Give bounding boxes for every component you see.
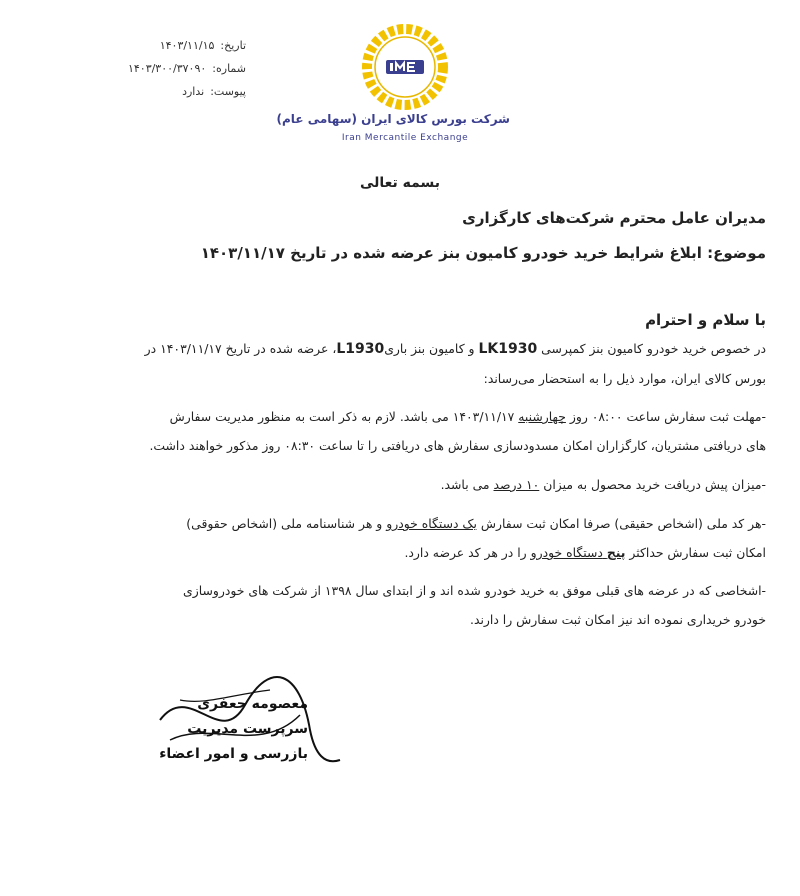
item1-day: چهارشنبه (518, 409, 566, 424)
letter-meta (96, 34, 246, 103)
subject-line: موضوع: ابلاغ شرایط خرید خودرو کامیون بنز عرضه شده در تاریخ ۱۴۰۳/۱۱/۱۷ (200, 244, 766, 262)
signer-name: معصومه جعفری (197, 696, 308, 712)
item4-line-1: -اشخاصی که در عرضه های قبلی موفق به خرید خودرو شده اند و از ابتدای سال ۱۳۹۸ از شرکت های خودروسازی (183, 583, 766, 598)
condition-item-3 (90, 509, 766, 567)
model-l1930: L1930 (336, 341, 385, 357)
item2-percent: ۱۰ درصد (493, 477, 540, 492)
item1-line-2: های دریافتی مشتریان، کارگزاران امکان مسدودسازی سفارش های دریافتی را تا ساعت ۰۸:۳۰ روز مذکور خواهند داشت. (149, 438, 766, 453)
date-label: تاریخ: (220, 39, 246, 52)
signer-block (158, 692, 308, 767)
item3-text-c: امکان ثبت سفارش حداکثر (629, 545, 766, 560)
condition-item-4 (90, 576, 766, 634)
intro-paragraph (90, 334, 766, 393)
intro-line-1 (90, 334, 766, 364)
attachment-value: ندارد (182, 85, 205, 98)
signer-title-2: بازرسی و امور اعضاء (159, 746, 308, 762)
intro-line-2: بورس کالای ایران، موارد ذیل را به استحضار می‌رساند: (483, 371, 766, 386)
condition-item-2 (90, 470, 766, 499)
item3-five-rest: دستگاه خودرو (530, 545, 603, 560)
number-label: شماره: (212, 62, 246, 75)
signer-title-1: سرپرست مدیریت (187, 721, 308, 737)
item3-five-vehicles (531, 545, 626, 560)
intro-text-c: ، عرضه شده در تاریخ ۱۴۰۳/۱۱/۱۷ در (144, 341, 337, 356)
model-lk1930: LK1930 (478, 341, 538, 357)
greeting: با سلام و احترام (645, 311, 766, 329)
item2-line-1 (90, 470, 766, 499)
condition-item-1 (90, 402, 766, 460)
attachment-row (96, 80, 246, 103)
item1-text-a: -مهلت ثبت سفارش ساعت ۰۸:۰۰ روز (569, 409, 766, 424)
item2-text-b: می باشد. (440, 477, 490, 492)
ime-logo-icon (360, 22, 450, 112)
item3-line-2 (90, 538, 766, 567)
item3-five-word: پنج (606, 545, 626, 560)
company-name-fa: شرکت بورس کالای ایران (سهامی عام) (276, 112, 510, 126)
item3-one-vehicle: یک دستگاه خودرو (386, 516, 477, 531)
intro-text-a: در خصوص خرید خودرو کامیون بنز کمپرسی (541, 341, 766, 356)
item3-text-b: و هر شناسنامه ملی (اشخاص حقوقی) (186, 516, 383, 531)
item1-line-1 (90, 402, 766, 431)
bismillah-heading: بسمه تعالی (359, 175, 441, 191)
number-value: ۱۴۰۳/۳۰۰/۳۷۰۹۰ (127, 62, 207, 75)
item3-text-a: -هر کد ملی (اشخاص حقیقی) صرفا امکان ثبت سفارش (480, 516, 766, 531)
item2-text-a: -میزان پیش دریافت خرید محصول به میزان (543, 477, 766, 492)
intro-text-b: و کامیون بنز باری (384, 341, 475, 356)
number-row (96, 57, 246, 80)
addressee-line: مدیران عامل محترم شرکت‌های کارگزاری (462, 209, 766, 227)
item3-line-1 (90, 509, 766, 538)
date-value: ۱۴۰۳/۱۱/۱۵ (159, 39, 215, 52)
attachment-label: پیوست: (210, 85, 246, 98)
date-row (96, 34, 246, 57)
item1-text-b: ۱۴۰۳/۱۱/۱۷ می باشد. لازم به ذکر است به منظور مدیریت سفارش (169, 409, 515, 424)
item4-line-2: خودرو خریداری نموده اند نیز امکان ثبت سفارش را دارند. (470, 612, 766, 627)
company-name-en: Iran Mercantile Exchange (341, 133, 469, 143)
item3-text-d: را در هر کد عرضه دارد. (404, 545, 527, 560)
